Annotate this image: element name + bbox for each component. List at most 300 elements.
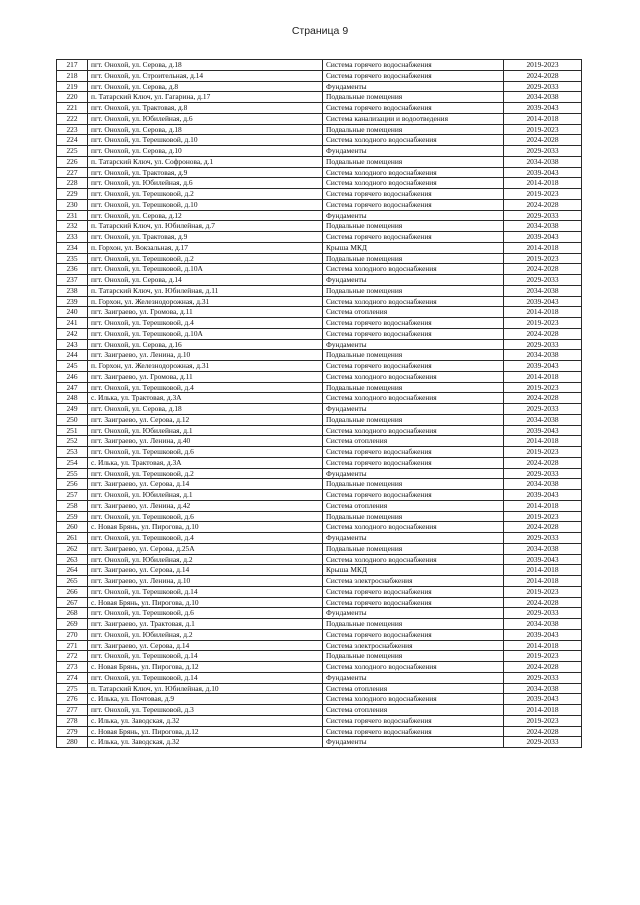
- row-number: 250: [57, 414, 88, 425]
- work-type-cell: Система холодного водоснабжения: [323, 393, 504, 404]
- row-number: 254: [57, 457, 88, 468]
- address-cell: пгт. Заиграево, ул. Серова, д.25А: [88, 543, 323, 554]
- row-number: 261: [57, 533, 88, 544]
- period-cell: 2029-2033: [504, 146, 582, 157]
- row-number: 231: [57, 210, 88, 221]
- row-number: 272: [57, 651, 88, 662]
- table-row: [57, 479, 582, 490]
- period-cell: 2014-2018: [504, 565, 582, 576]
- table-row: [57, 662, 582, 673]
- page-title: Страница 9: [291, 25, 349, 37]
- work-type-cell: Фундаменты: [323, 81, 504, 92]
- table-row: [57, 253, 582, 264]
- address-cell: пгт. Заиграево, ул. Громова, д.11: [88, 307, 323, 318]
- work-type-cell: Фундаменты: [323, 210, 504, 221]
- row-number: 266: [57, 586, 88, 597]
- work-type-cell: Система горячего водоснабжения: [323, 490, 504, 501]
- period-cell: 2019-2023: [504, 318, 582, 329]
- row-number: 275: [57, 683, 88, 694]
- row-number: 222: [57, 113, 88, 124]
- work-type-cell: Система холодного водоснабжения: [323, 662, 504, 673]
- table-row: [57, 70, 582, 81]
- address-cell: пгт. Заиграево, ул. Серова, д.14: [88, 565, 323, 576]
- address-cell: с. Новая Брянь, ул. Пирогова, д.10: [88, 522, 323, 533]
- period-cell: 2014-2018: [504, 705, 582, 716]
- period-cell: 2019-2023: [504, 253, 582, 264]
- work-type-cell: Система электроснабжения: [323, 640, 504, 651]
- table-row: [57, 511, 582, 522]
- period-cell: 2039-2043: [504, 554, 582, 565]
- address-cell: пгт. Онохой, ул. Терешковой, д.4: [88, 533, 323, 544]
- work-type-cell: Подвальные помещения: [323, 350, 504, 361]
- work-type-cell: Система горячего водоснабжения: [323, 597, 504, 608]
- table-row: [57, 318, 582, 329]
- table-row: [57, 608, 582, 619]
- period-cell: 2029-2033: [504, 339, 582, 350]
- period-cell: 2024-2028: [504, 264, 582, 275]
- table-row: [57, 328, 582, 339]
- period-cell: 2024-2028: [504, 70, 582, 81]
- work-type-cell: Система отопления: [323, 307, 504, 318]
- period-cell: 2024-2028: [504, 726, 582, 737]
- work-type-cell: Система горячего водоснабжения: [323, 361, 504, 372]
- row-number: 260: [57, 522, 88, 533]
- period-cell: 2034-2038: [504, 92, 582, 103]
- address-cell: пгт. Онохой, ул. Серова, д.18: [88, 124, 323, 135]
- table-row: [57, 651, 582, 662]
- table-row: [57, 275, 582, 286]
- period-cell: 2014-2018: [504, 500, 582, 511]
- address-cell: пгт. Онохой, ул. Терешковой, д.14: [88, 586, 323, 597]
- table-row: [57, 361, 582, 372]
- period-cell: 2024-2028: [504, 522, 582, 533]
- row-number: 277: [57, 705, 88, 716]
- period-cell: 2024-2028: [504, 199, 582, 210]
- table-row: [57, 382, 582, 393]
- row-number: 269: [57, 619, 88, 630]
- period-cell: 2034-2038: [504, 619, 582, 630]
- table-row: [57, 414, 582, 425]
- address-cell: п. Татарский Ключ, ул. Гагарина, д.17: [88, 92, 323, 103]
- address-cell: пгт. Онохой, ул. Терешковой, д.3: [88, 705, 323, 716]
- table-row: [57, 522, 582, 533]
- address-cell: с. Илька, ул. Трактовая, д.3А: [88, 457, 323, 468]
- address-cell: пгт. Заиграево, ул. Серова, д.14: [88, 479, 323, 490]
- period-cell: 2014-2018: [504, 640, 582, 651]
- period-cell: 2024-2028: [504, 135, 582, 146]
- row-number: 226: [57, 156, 88, 167]
- period-cell: 2029-2033: [504, 608, 582, 619]
- table-row: [57, 232, 582, 243]
- period-cell: 2019-2023: [504, 189, 582, 200]
- address-cell: пгт. Онохой, ул. Терешковой, д.4: [88, 382, 323, 393]
- work-type-cell: Фундаменты: [323, 608, 504, 619]
- work-type-cell: Система горячего водоснабжения: [323, 715, 504, 726]
- period-cell: 2034-2038: [504, 221, 582, 232]
- table-row: [57, 500, 582, 511]
- address-cell: пгт. Онохой, ул. Терешковой, д.6: [88, 608, 323, 619]
- period-cell: 2014-2018: [504, 576, 582, 587]
- table-row: [57, 178, 582, 189]
- work-type-cell: Подвальные помещения: [323, 479, 504, 490]
- row-number: 223: [57, 124, 88, 135]
- row-number: 220: [57, 92, 88, 103]
- work-type-cell: Система отопления: [323, 500, 504, 511]
- row-number: 229: [57, 189, 88, 200]
- period-cell: 2034-2038: [504, 414, 582, 425]
- work-type-cell: Система холодного водоснабжения: [323, 178, 504, 189]
- work-type-cell: Подвальные помещения: [323, 124, 504, 135]
- address-cell: пгт. Онохой, ул. Строительная, д.14: [88, 70, 323, 81]
- address-cell: с. Новая Брянь, ул. Пирогова, д.12: [88, 726, 323, 737]
- row-number: 227: [57, 167, 88, 178]
- period-cell: 2039-2043: [504, 490, 582, 501]
- table-row: [57, 490, 582, 501]
- address-cell: пгт. Онохой, ул. Трактовая, д.8: [88, 103, 323, 114]
- table-row: [57, 533, 582, 544]
- row-number: 230: [57, 199, 88, 210]
- row-number: 271: [57, 640, 88, 651]
- row-number: 253: [57, 447, 88, 458]
- row-number: 232: [57, 221, 88, 232]
- work-type-cell: Подвальные помещения: [323, 543, 504, 554]
- row-number: 218: [57, 70, 88, 81]
- table-row: [57, 189, 582, 200]
- row-number: 267: [57, 597, 88, 608]
- table-row: [57, 393, 582, 404]
- table-row: [57, 543, 582, 554]
- row-number: 244: [57, 350, 88, 361]
- work-type-cell: Система холодного водоснабжения: [323, 425, 504, 436]
- row-number: 263: [57, 554, 88, 565]
- table-body: [57, 60, 582, 748]
- work-type-cell: Система холодного водоснабжения: [323, 554, 504, 565]
- work-type-cell: Система горячего водоснабжения: [323, 457, 504, 468]
- work-type-cell: Крыша МКД: [323, 565, 504, 576]
- period-cell: 2019-2023: [504, 651, 582, 662]
- address-cell: пгт. Онохой, ул. Терешковой, д.2: [88, 468, 323, 479]
- table-row: [57, 629, 582, 640]
- period-cell: 2039-2043: [504, 629, 582, 640]
- row-number: 240: [57, 307, 88, 318]
- period-cell: 2014-2018: [504, 113, 582, 124]
- period-cell: 2019-2023: [504, 715, 582, 726]
- row-number: 243: [57, 339, 88, 350]
- period-cell: 2029-2033: [504, 533, 582, 544]
- address-cell: пгт. Онохой, ул. Юбилейная, д.6: [88, 113, 323, 124]
- table-row: [57, 619, 582, 630]
- work-type-cell: Подвальные помещения: [323, 253, 504, 264]
- row-number: 273: [57, 662, 88, 673]
- period-cell: 2014-2018: [504, 242, 582, 253]
- work-type-cell: Фундаменты: [323, 146, 504, 157]
- period-cell: 2014-2018: [504, 307, 582, 318]
- period-cell: 2034-2038: [504, 156, 582, 167]
- work-type-cell: Система горячего водоснабжения: [323, 629, 504, 640]
- period-cell: 2024-2028: [504, 662, 582, 673]
- period-cell: 2034-2038: [504, 543, 582, 554]
- period-cell: 2024-2028: [504, 328, 582, 339]
- period-cell: 2019-2023: [504, 586, 582, 597]
- row-number: 228: [57, 178, 88, 189]
- work-type-cell: Система холодного водоснабжения: [323, 135, 504, 146]
- table-row: [57, 350, 582, 361]
- period-cell: 2014-2018: [504, 178, 582, 189]
- work-type-cell: Система холодного водоснабжения: [323, 694, 504, 705]
- work-type-cell: Система горячего водоснабжения: [323, 60, 504, 71]
- table-row: [57, 296, 582, 307]
- work-type-cell: Подвальные помещения: [323, 156, 504, 167]
- period-cell: 2039-2043: [504, 232, 582, 243]
- table-row: [57, 597, 582, 608]
- address-cell: пгт. Заиграево, ул. Ленина, д.42: [88, 500, 323, 511]
- address-cell: п. Горхон, ул. Железнодорожная, д.31: [88, 361, 323, 372]
- table-row: [57, 199, 582, 210]
- table-row: [57, 447, 582, 458]
- address-cell: пгт. Онохой, ул. Серова, д.18: [88, 60, 323, 71]
- row-number: 262: [57, 543, 88, 554]
- address-cell: пгт. Онохой, ул. Серова, д.12: [88, 210, 323, 221]
- address-cell: пгт. Онохой, ул. Серова, д.8: [88, 81, 323, 92]
- period-cell: 2029-2033: [504, 275, 582, 286]
- period-cell: 2019-2023: [504, 511, 582, 522]
- work-type-cell: Система электроснабжения: [323, 576, 504, 587]
- row-number: 224: [57, 135, 88, 146]
- row-number: 246: [57, 371, 88, 382]
- work-type-cell: Подвальные помещения: [323, 511, 504, 522]
- period-cell: 2029-2033: [504, 672, 582, 683]
- work-type-cell: Система отопления: [323, 683, 504, 694]
- address-cell: с. Новая Брянь, ул. Пирогова, д.10: [88, 597, 323, 608]
- period-cell: 2039-2043: [504, 425, 582, 436]
- address-cell: пгт. Заиграево, ул. Ленина, д.10: [88, 350, 323, 361]
- table-row: [57, 468, 582, 479]
- work-type-cell: Фундаменты: [323, 404, 504, 415]
- period-cell: 2014-2018: [504, 436, 582, 447]
- period-cell: 2019-2023: [504, 447, 582, 458]
- address-cell: п. Татарский Ключ, ул. Юбилейная, д.7: [88, 221, 323, 232]
- table-row: [57, 210, 582, 221]
- work-type-cell: Подвальные помещения: [323, 221, 504, 232]
- address-cell: пгт. Онохой, ул. Терешковой, д.6: [88, 511, 323, 522]
- work-type-cell: Система горячего водоснабжения: [323, 189, 504, 200]
- work-type-cell: Система горячего водоснабжения: [323, 586, 504, 597]
- address-cell: пгт. Онохой, ул. Юбилейная, д.2: [88, 629, 323, 640]
- row-number: 233: [57, 232, 88, 243]
- row-number: 268: [57, 608, 88, 619]
- row-number: 257: [57, 490, 88, 501]
- table-row: [57, 737, 582, 748]
- address-cell: пгт. Онохой, ул. Терешковой, д.10А: [88, 328, 323, 339]
- work-type-cell: Система горячего водоснабжения: [323, 70, 504, 81]
- period-cell: 2019-2023: [504, 60, 582, 71]
- period-cell: 2039-2043: [504, 296, 582, 307]
- table-row: [57, 60, 582, 71]
- work-type-cell: Фундаменты: [323, 468, 504, 479]
- table-row: [57, 683, 582, 694]
- address-cell: п. Татарский Ключ, ул. Софронова, д.1: [88, 156, 323, 167]
- address-cell: пгт. Онохой, ул. Терешковой, д.2: [88, 253, 323, 264]
- address-cell: пгт. Онохой, ул. Серова, д.14: [88, 275, 323, 286]
- repair-schedule-table: [56, 59, 582, 748]
- work-type-cell: Система горячего водоснабжения: [323, 318, 504, 329]
- period-cell: 2029-2033: [504, 81, 582, 92]
- work-type-cell: Система горячего водоснабжения: [323, 103, 504, 114]
- address-cell: пгт. Онохой, ул. Терешковой, д.6: [88, 447, 323, 458]
- address-cell: пгт. Онохой, ул. Серова, д.10: [88, 146, 323, 157]
- table-row: [57, 576, 582, 587]
- address-cell: пгт. Онохой, ул. Серова, д.18: [88, 404, 323, 415]
- address-cell: пгт. Онохой, ул. Трактовая, д.9: [88, 232, 323, 243]
- table-row: [57, 554, 582, 565]
- address-cell: п. Татарский Ключ, ул. Юбилейная, д.11: [88, 285, 323, 296]
- table-row: [57, 167, 582, 178]
- row-number: 276: [57, 694, 88, 705]
- table-row: [57, 92, 582, 103]
- work-type-cell: Подвальные помещения: [323, 285, 504, 296]
- address-cell: пгт. Заиграево, ул. Серова, д.12: [88, 414, 323, 425]
- work-type-cell: Подвальные помещения: [323, 414, 504, 425]
- table-row: [57, 436, 582, 447]
- period-cell: 2034-2038: [504, 285, 582, 296]
- row-number: 235: [57, 253, 88, 264]
- table-row: [57, 371, 582, 382]
- address-cell: с. Илька, ул. Трактовая, д.3А: [88, 393, 323, 404]
- address-cell: пгт. Онохой, ул. Терешковой, д.14: [88, 672, 323, 683]
- row-number: 242: [57, 328, 88, 339]
- row-number: 234: [57, 242, 88, 253]
- row-number: 249: [57, 404, 88, 415]
- row-number: 251: [57, 425, 88, 436]
- table-row: [57, 124, 582, 135]
- work-type-cell: Подвальные помещения: [323, 92, 504, 103]
- period-cell: 2039-2043: [504, 694, 582, 705]
- address-cell: с. Илька, ул. Почтовая, д.9: [88, 694, 323, 705]
- work-type-cell: Система канализации и водоотведения: [323, 113, 504, 124]
- address-cell: пгт. Онохой, ул. Терешковой, д.10: [88, 199, 323, 210]
- table-row: [57, 156, 582, 167]
- row-number: 225: [57, 146, 88, 157]
- address-cell: пгт. Заиграево, ул. Трактовая, д.1: [88, 619, 323, 630]
- table-row: [57, 672, 582, 683]
- table-row: [57, 307, 582, 318]
- address-cell: п. Татарский Ключ, ул. Юбилейная, д.10: [88, 683, 323, 694]
- work-type-cell: Система горячего водоснабжения: [323, 726, 504, 737]
- period-cell: 2019-2023: [504, 382, 582, 393]
- table-row: [57, 146, 582, 157]
- row-number: 245: [57, 361, 88, 372]
- work-type-cell: Фундаменты: [323, 339, 504, 350]
- row-number: 264: [57, 565, 88, 576]
- address-cell: пгт. Онохой, ул. Юбилейная, д.1: [88, 490, 323, 501]
- table-row: [57, 264, 582, 275]
- row-number: 241: [57, 318, 88, 329]
- address-cell: пгт. Онохой, ул. Серова, д.16: [88, 339, 323, 350]
- row-number: 221: [57, 103, 88, 114]
- table-row: [57, 640, 582, 651]
- row-number: 219: [57, 81, 88, 92]
- work-type-cell: Подвальные помещения: [323, 382, 504, 393]
- work-type-cell: Система отопления: [323, 705, 504, 716]
- row-number: 280: [57, 737, 88, 748]
- period-cell: 2024-2028: [504, 393, 582, 404]
- work-type-cell: Система холодного водоснабжения: [323, 264, 504, 275]
- address-cell: пгт. Онохой, ул. Трактовая, д.9: [88, 167, 323, 178]
- table-row: [57, 81, 582, 92]
- period-cell: 2039-2043: [504, 103, 582, 114]
- period-cell: 2034-2038: [504, 350, 582, 361]
- row-number: 255: [57, 468, 88, 479]
- address-cell: пгт. Заиграево, ул. Громова, д.11: [88, 371, 323, 382]
- address-cell: пгт. Онохой, ул. Терешковой, д.14: [88, 651, 323, 662]
- row-number: 265: [57, 576, 88, 587]
- table-row: [57, 103, 582, 114]
- work-type-cell: Фундаменты: [323, 275, 504, 286]
- period-cell: 2029-2033: [504, 468, 582, 479]
- work-type-cell: Система холодного водоснабжения: [323, 522, 504, 533]
- work-type-cell: Фундаменты: [323, 737, 504, 748]
- address-cell: п. Горхон, ул. Железнодорожная, д.31: [88, 296, 323, 307]
- address-cell: пгт. Онохой, ул. Юбилейная, д.1: [88, 425, 323, 436]
- row-number: 248: [57, 393, 88, 404]
- work-type-cell: Система горячего водоснабжения: [323, 232, 504, 243]
- work-type-cell: Фундаменты: [323, 672, 504, 683]
- row-number: 274: [57, 672, 88, 683]
- address-cell: пгт. Онохой, ул. Терешковой, д.2: [88, 189, 323, 200]
- row-number: 247: [57, 382, 88, 393]
- work-type-cell: Система отопления: [323, 436, 504, 447]
- row-number: 217: [57, 60, 88, 71]
- table-row: [57, 135, 582, 146]
- address-cell: п. Горхон, ул. Вокзальная, д.17: [88, 242, 323, 253]
- table-row: [57, 586, 582, 597]
- work-type-cell: Система холодного водоснабжения: [323, 296, 504, 307]
- period-cell: 2024-2028: [504, 597, 582, 608]
- table-row: [57, 726, 582, 737]
- work-type-cell: Система горячего водоснабжения: [323, 447, 504, 458]
- row-number: 238: [57, 285, 88, 296]
- row-number: 237: [57, 275, 88, 286]
- table-row: [57, 221, 582, 232]
- work-type-cell: Подвальные помещения: [323, 619, 504, 630]
- row-number: 252: [57, 436, 88, 447]
- address-cell: с. Новая Брянь, ул. Пирогова, д.12: [88, 662, 323, 673]
- row-number: 259: [57, 511, 88, 522]
- period-cell: 2019-2023: [504, 124, 582, 135]
- row-number: 256: [57, 479, 88, 490]
- row-number: 258: [57, 500, 88, 511]
- table-row: [57, 242, 582, 253]
- table-row: [57, 715, 582, 726]
- work-type-cell: Система холодного водоснабжения: [323, 167, 504, 178]
- work-type-cell: Фундаменты: [323, 533, 504, 544]
- address-cell: пгт. Онохой, ул. Юбилейная, д.6: [88, 178, 323, 189]
- row-number: 278: [57, 715, 88, 726]
- address-cell: пгт. Заиграево, ул. Серова, д.14: [88, 640, 323, 651]
- work-type-cell: Крыша МКД: [323, 242, 504, 253]
- row-number: 236: [57, 264, 88, 275]
- period-cell: 2024-2028: [504, 457, 582, 468]
- period-cell: 2039-2043: [504, 361, 582, 372]
- address-cell: пгт. Онохой, ул. Юбилейная, д.2: [88, 554, 323, 565]
- period-cell: 2014-2018: [504, 371, 582, 382]
- table-row: [57, 285, 582, 296]
- row-number: 279: [57, 726, 88, 737]
- table-row: [57, 425, 582, 436]
- period-cell: 2034-2038: [504, 479, 582, 490]
- table-row: [57, 404, 582, 415]
- table-row: [57, 339, 582, 350]
